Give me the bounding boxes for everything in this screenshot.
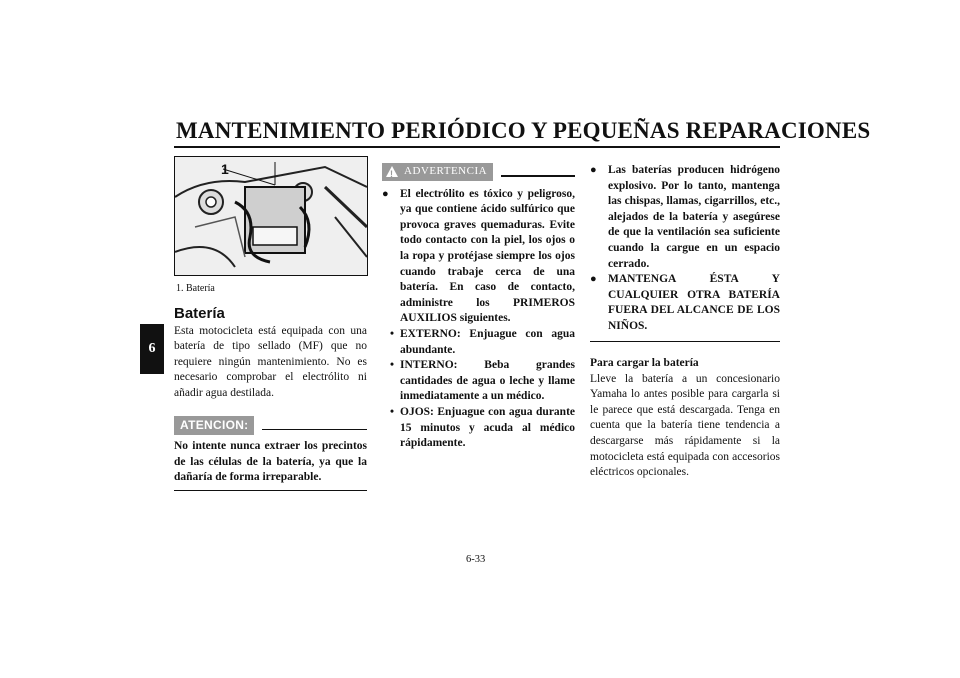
left-column [174, 306, 367, 491]
caution-text: No intente nunca extraer los precintos de las células de la batería, ya que la dañaría de forma irreparable. [174, 439, 367, 491]
page-title: MANTENIMIENTO PERIÓDICO Y PEQUEÑAS REPARACIONES [176, 118, 871, 143]
first-aid-item [382, 405, 575, 452]
caution-header [174, 416, 367, 436]
title-rule [174, 146, 780, 148]
sub-bullet-icon: • [390, 327, 395, 340]
middle-column [382, 163, 575, 452]
warning-bullet [382, 187, 575, 327]
figure-caption: 1. Batería [176, 283, 215, 294]
sub-bullet-icon: • [390, 359, 395, 372]
sub-bullet-icon: • [390, 405, 395, 418]
first-aid-item [382, 327, 575, 358]
bullet-dot-icon: ● [590, 273, 597, 286]
caution-label: ATENCION: [174, 416, 254, 436]
warning-bullet-text: Las baterías producen hidrógeno explosivo. Por lo tanto, mantenga las chispas, llamas, cigarrillos, etc., alejados de la batería y asegúrese de que la ventilación sea suficiente cuando la cargue en un espacio cerrado. [608, 164, 780, 270]
warning-label [382, 163, 493, 181]
warning-bullet-text: El electrólito es tóxico y peligroso, ya que contiene ácido sulfúrico que provoca graves quemaduras. Evite todo contacto con la piel, los ojos o la ropa y protéjase siempre los ojos cuando trabaje cerca de una batería. En caso de contacto, administre los PRIMEROS AUXILIOS siguientes. [400, 187, 575, 325]
first-aid-text: OJOS: Enjuague con agua durante 15 minutos y acuda al médico rápidamente. [400, 405, 575, 450]
charging-heading: Para cargar la batería [590, 357, 699, 370]
page-number: 6-33 [466, 554, 486, 565]
warning-triangle-icon [386, 166, 398, 177]
figure-callout: 1 [221, 161, 229, 177]
warning-rule [501, 175, 575, 177]
right-column [590, 163, 780, 481]
section-heading: Batería [174, 305, 225, 322]
warning-end-rule [590, 341, 780, 343]
first-aid-text: EXTERNO: Enjuague con agua abundante. [400, 327, 575, 356]
chapter-tab: 6 [140, 324, 164, 374]
warning-label-text: ADVERTENCIA [404, 165, 488, 177]
battery-illustration [174, 156, 368, 276]
first-aid-text: INTERNO: Beba grandes cantidades de agua o leche y llame inmediatamente a un médico. [400, 359, 575, 403]
caution-rule [262, 429, 367, 431]
warning-bullet-text: MANTENGA ÉSTA Y CUALQUIER OTRA BATERÍA FUERA DEL ALCANCE DE LOS NIÑOS. [608, 273, 780, 332]
warning-header [382, 163, 575, 181]
bullet-dot-icon: ● [590, 164, 597, 176]
warning-bullet [590, 163, 780, 272]
first-aid-item [382, 358, 575, 405]
bullet-dot-icon: ● [382, 187, 389, 200]
battery-drawing [175, 157, 367, 275]
battery-description: Esta motocicleta está equipada con una batería de tipo sellado (MF) que no requiere ningún mantenimiento. No es necesario comprobar el electrólito ni añadir agua destilada. [174, 324, 367, 399]
charging-text: Lleve la batería a un concesionario Yamaha lo antes posible para cargarla si le parece que está descargada. Tenga en cuenta que la batería tiene tendencia a descargarse más rápidamente si la motocicleta está equipada con accesorios eléctricos opcionales. [590, 372, 780, 479]
warning-bullet [590, 272, 780, 334]
